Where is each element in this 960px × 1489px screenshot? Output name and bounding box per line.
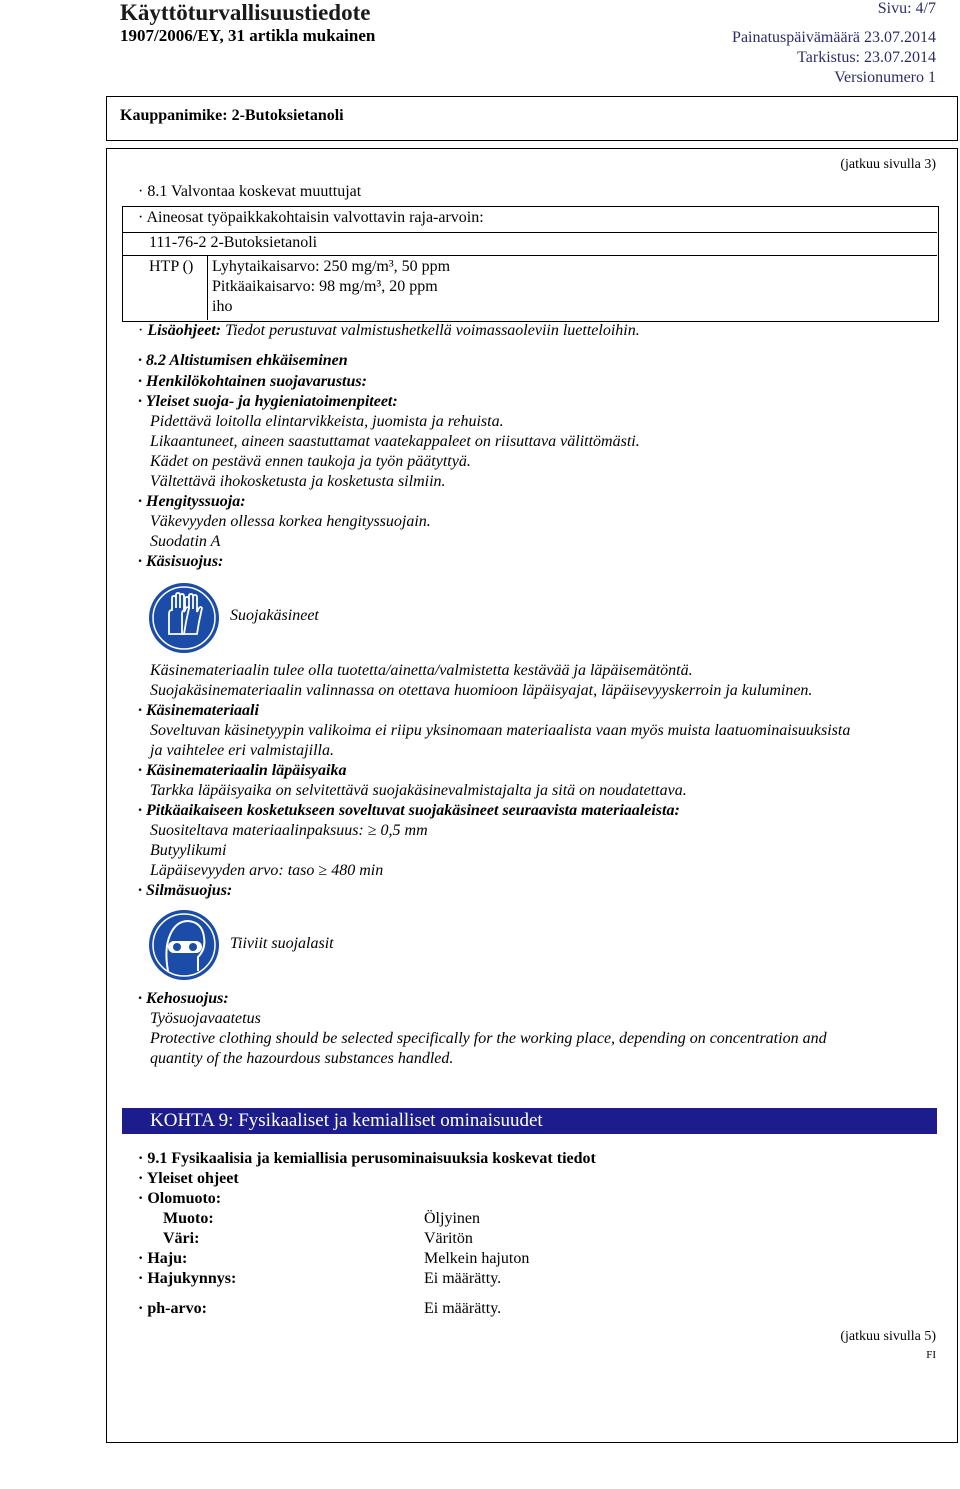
respiratory-heading: · Hengityssuoja: [138, 493, 246, 510]
long-term-limit: Pitkäaikaisarvo: 98 mg/m³, 20 ppm [212, 278, 438, 295]
respiratory-line: Väkevyyden ollessa korkea hengityssuojain. [150, 513, 431, 530]
skin-notation: iho [212, 298, 233, 315]
respiratory-line: Suodatin A [150, 533, 221, 550]
gloves-icon [148, 582, 220, 654]
section-8-2-title: · 8.2 Altistumisen ehkäiseminen [138, 352, 348, 369]
continued-to: (jatkuu sivulla 5) [840, 1329, 936, 1344]
body-text-en: Protective clothing should be selected specifically for the working place, depending on concentration and [150, 1030, 827, 1047]
form-label: Muoto: [163, 1210, 214, 1227]
body-text: Työsuojavaatetus [150, 1010, 261, 1027]
breakthrough-time: Läpäisevyyden arvo: taso ≥ 480 min [150, 862, 384, 879]
print-date: Painatuspäivämäärä 23.07.2014 [732, 29, 936, 46]
trade-name: Kauppanimike: 2-Butoksietanoli [120, 107, 344, 124]
general-line: Vältettävä ihokosketusta ja kosketusta silmiin. [150, 473, 446, 490]
section-8-1-title: · 8.1 Valvontaa koskevat muuttujat [138, 183, 362, 200]
general-line: Pidettävä loitolla elintarvikkeista, juomista ja rehuista. [150, 413, 504, 430]
glove-material-heading: · Käsinemateriaali [138, 702, 259, 719]
body-protection-heading: · Kehosuojus: [138, 990, 229, 1007]
language-code: FI [926, 1349, 936, 1361]
ph-value: Ei määrätty. [424, 1300, 502, 1317]
htp-label: HTP () [149, 258, 194, 275]
revision-date: Tarkistus: 23.07.2014 [797, 49, 936, 66]
general-line: Kädet on pestävä ennen taukoja ja työn päätyttyä. [150, 453, 471, 470]
section-9-1-title: · 9.1 Fysikaalisia ja kemiallisia perusominaisuuksia koskevat tiedot [138, 1150, 596, 1167]
ph-label: · ph-arvo: [138, 1300, 207, 1317]
extra-info: · Lisäohjeet: Tiedot perustuvat valmistushetkellä voimassaoleviin luetteloihin. [138, 322, 640, 339]
substance-id: 111-76-2 2-Butoksietanoli [149, 234, 318, 251]
color-label: Väri: [163, 1230, 200, 1247]
hand-protection-heading: · Käsisuojus: [138, 553, 224, 570]
gloves-caption: Suojakäsineet [230, 607, 319, 624]
document-title: Käyttöturvallisuustiedote [120, 0, 371, 25]
odor-label: · Haju: [138, 1250, 188, 1267]
form-value: Öljyinen [424, 1210, 480, 1227]
continued-from: (jatkuu sivulla 3) [840, 157, 936, 172]
penetration-heading: · Käsinemateriaalin läpäisyaika [138, 762, 347, 779]
page-number: Sivu: 4/7 [877, 0, 936, 17]
thickness: Suositeltava materiaalinpaksuus: ≥ 0,5 mm [150, 822, 428, 839]
goggles-caption: Tiiviit suojalasit [230, 935, 334, 952]
general-info: · Yleiset ohjeet [138, 1170, 239, 1187]
odor-threshold-value: Ei määrätty. [424, 1270, 502, 1287]
longterm-heading: · Pitkäaikaiseen kosketukseen soveltuvat suojakäsineet seuraavista materiaaleista: [138, 802, 680, 819]
body-text-en: quantity of the hazourdous substances handled. [150, 1050, 454, 1067]
eye-protection-heading: · Silmäsuojus: [138, 882, 233, 899]
document-subtitle: 1907/2006/EY, 31 artikla mukainen [120, 26, 376, 45]
odor-threshold-label: · Hajukynnys: [138, 1270, 237, 1287]
color-value: Väritön [424, 1230, 473, 1247]
glove-material-line: ja vaihtelee eri valmistajilla. [150, 742, 334, 759]
short-term-limit: Lyhytaikaisarvo: 250 mg/m³, 50 ppm [212, 258, 451, 275]
appearance-label: · Olomuoto: [138, 1190, 222, 1207]
odor-value: Melkein hajuton [424, 1250, 530, 1267]
general-measures-heading: · Yleiset suoja- ja hygieniatoimenpiteet: [138, 393, 398, 410]
limit-heading: · Aineosat työpaikkakohtaisin valvottavin raja-arvoin: [138, 209, 484, 226]
general-line: Likaantuneet, aineen saastuttamat vaatekappaleet on riisuttava välittömästi. [150, 433, 640, 450]
butyl-rubber: Butyylikumi [150, 842, 227, 859]
hand-line: Suojakäsinemateriaalin valinnassa on otettava huomioon läpäisyajat, läpäisevyyskerroin ja kuluminen. [150, 682, 813, 699]
section-9-heading: KOHTA 9: Fysikaaliset ja kemialliset ominaisuudet [122, 1108, 937, 1134]
version-number: Versionumero 1 [834, 69, 936, 86]
glove-material-line: Soveltuvan käsinetyypin valikoima ei riipu yksinomaan materiaalista vaan myös muista laatuominaisuuksista [150, 722, 851, 739]
penetration-text: Tarkka läpäisyaika on selvitettävä suojakäsinevalmistajalta ja sitä on noudatettava. [150, 782, 687, 799]
goggles-icon [148, 909, 220, 981]
hand-line: Käsinemateriaalin tulee olla tuotetta/ainetta/valmistetta kestävää ja läpäisemätöntä. [150, 662, 693, 679]
ppe-heading: · Henkilökohtainen suojavarustus: [138, 373, 367, 390]
